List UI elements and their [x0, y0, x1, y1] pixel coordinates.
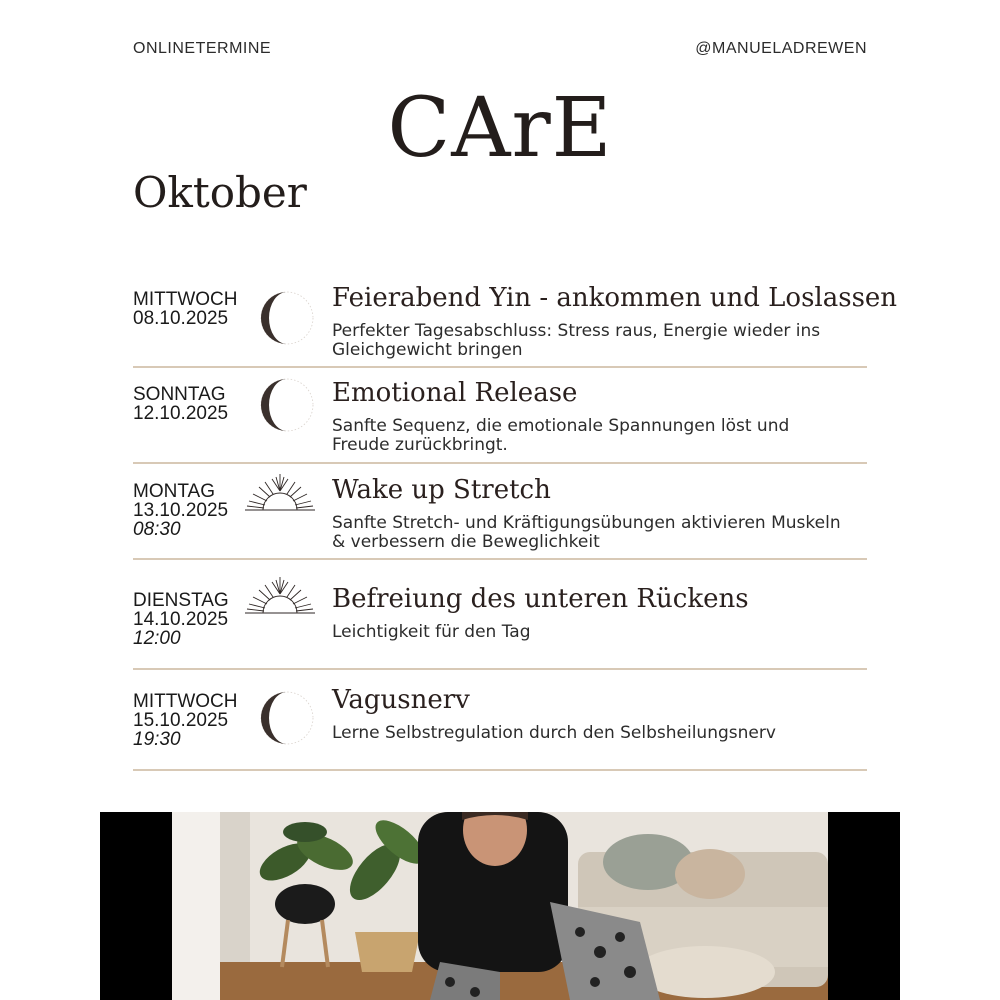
event-day: [133, 591, 229, 648]
crescent-moon-icon: [243, 690, 317, 746]
month-heading: Oktober: [133, 168, 307, 217]
event-weekday: SONNTAG: [133, 384, 226, 405]
event-day: [133, 385, 228, 423]
event-title: Emotional Release: [332, 378, 578, 408]
event-date: 12.10.2025: [133, 403, 229, 424]
divider: [133, 366, 867, 368]
event-description: Sanfte Sequenz, die emotionale Spannungen löst und Freude zurückbringt.: [332, 416, 790, 455]
crescent-moon-icon: [243, 377, 317, 433]
event-weekday: MONTAG: [133, 481, 215, 502]
sunrise-icon: [243, 472, 317, 518]
event-time: 12:00: [133, 628, 181, 649]
yoga-photo-illustration: [100, 812, 900, 1000]
header-left-label: ONLINETERMINE: [133, 40, 272, 57]
sunrise-icon: [243, 575, 317, 621]
event-description: Leichtigkeit für den Tag: [332, 622, 531, 642]
crescent-moon-icon: [243, 290, 317, 346]
divider: [133, 668, 867, 670]
event-time: 08:30: [133, 519, 181, 540]
event-date: 15.10.2025: [133, 710, 229, 731]
divider: [133, 558, 867, 560]
header-instagram-handle[interactable]: @MANUELADREWEN: [695, 40, 867, 57]
event-weekday: MITTWOCH: [133, 289, 238, 310]
event-date: 08.10.2025: [133, 308, 229, 329]
event-description: Perfekter Tagesabschluss: Stress raus, Energie wieder ins Gleichgewicht bringen: [332, 321, 821, 360]
event-description: Lerne Selbstregulation durch den Selbsheilungsnerv: [332, 723, 776, 743]
event-title: Wake up Stretch: [332, 475, 551, 505]
brand-logo: CArE: [387, 81, 613, 176]
event-title: Vagusnerv: [332, 685, 470, 715]
event-title: Befreiung des unteren Rückens: [332, 584, 749, 614]
event-weekday: MITTWOCH: [133, 691, 238, 712]
event-time: 19:30: [133, 729, 181, 750]
divider: [133, 462, 867, 464]
event-day: [133, 482, 228, 539]
event-day: [133, 692, 237, 749]
event-title: Feierabend Yin - ankommen und Loslassen: [332, 283, 898, 313]
yoga-photo: [100, 812, 900, 1000]
event-description: Sanfte Stretch- und Kräftigungsübungen aktivieren Muskeln & verbessern die Beweglichkeit: [332, 513, 841, 552]
event-date: 13.10.2025: [133, 500, 229, 521]
event-weekday: DIENSTAG: [133, 590, 229, 611]
divider: [133, 769, 867, 771]
event-date: 14.10.2025: [133, 609, 229, 630]
event-day: [133, 290, 237, 328]
